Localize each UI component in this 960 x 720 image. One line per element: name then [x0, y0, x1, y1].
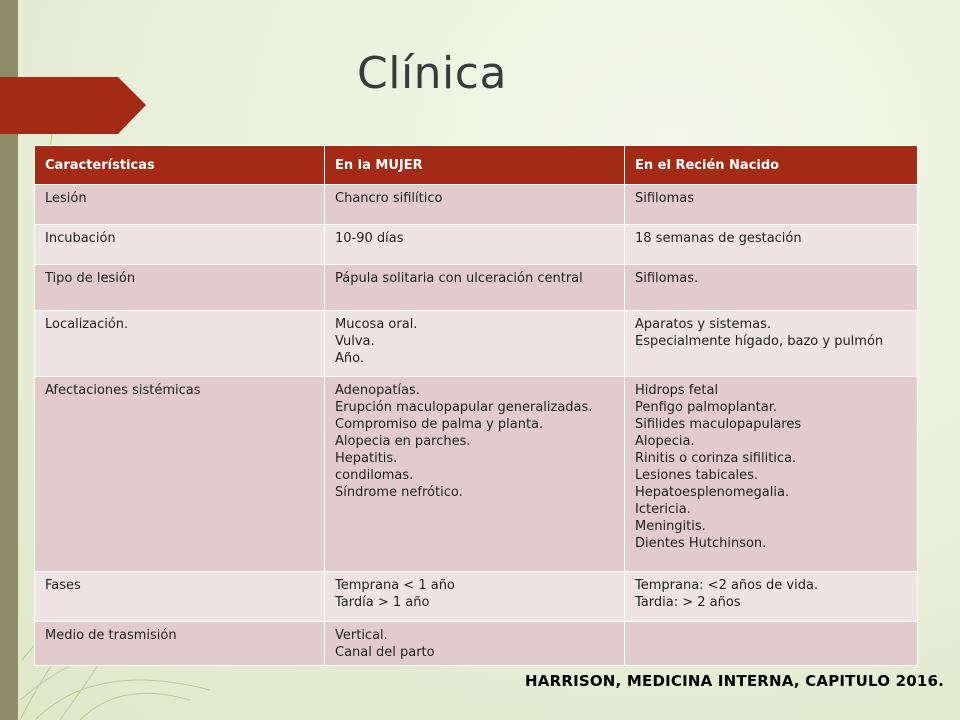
cell-mujer: Temprana < 1 año Tardía > 1 año	[325, 572, 625, 622]
cell-feature: Fases	[35, 572, 325, 622]
clinical-table-container	[34, 145, 917, 666]
cell-mujer: Vertical. Canal del parto	[325, 622, 625, 666]
cell-mujer: 10-90 días	[325, 225, 625, 265]
header-recien-nacido: En el Recién Nacido	[625, 146, 918, 185]
cell-recien-nacido	[625, 622, 918, 666]
source-citation: HARRISON, MEDICINA INTERNA, CAPITULO 2016.	[525, 672, 945, 690]
table-row	[35, 311, 918, 377]
clinical-table	[34, 145, 918, 666]
header-mujer: En la MUJER	[325, 146, 625, 185]
header-caracteristicas: Características	[35, 146, 325, 185]
table-row	[35, 377, 918, 572]
cell-recien-nacido: 18 semanas de gestación	[625, 225, 918, 265]
cell-feature: Localización.	[35, 311, 325, 377]
table-header-row	[35, 146, 918, 185]
cell-recien-nacido: Sifilomas.	[625, 265, 918, 311]
cell-mujer: Adenopatías. Erupción maculopapular generalizadas. Compromiso de palma y planta. Alopecia en parches. Hepatitis. condilomas. Síndrome nefrótico.	[325, 377, 625, 572]
table-row	[35, 265, 918, 311]
cell-recien-nacido: Hidrops fetal Penfigo palmoplantar. Sifilides maculopapulares Alopecia. Rinitis o corinza sifilitica. Lesiones tabicales. Hepatoesplenomegalia. Ictericia. Meningitis. Dientes Hutchinson.	[625, 377, 918, 572]
table-row	[35, 572, 918, 622]
table-row	[35, 225, 918, 265]
cell-mujer: Chancro sifilítico	[325, 185, 625, 225]
table-row	[35, 622, 918, 666]
cell-mujer: Mucosa oral. Vulva. Año.	[325, 311, 625, 377]
cell-feature: Tipo de lesión	[35, 265, 325, 311]
cell-recien-nacido: Sifilomas	[625, 185, 918, 225]
cell-feature: Afectaciones sistémicas	[35, 377, 325, 572]
cell-feature: Incubación	[35, 225, 325, 265]
cell-recien-nacido: Aparatos y sistemas. Especialmente hígado, bazo y pulmón	[625, 311, 918, 377]
title-ribbon	[0, 77, 146, 134]
table-row	[35, 185, 918, 225]
cell-mujer: Pápula solitaria con ulceración central	[325, 265, 625, 311]
cell-feature: Lesión	[35, 185, 325, 225]
slide-title: Clínica	[357, 48, 507, 99]
cell-recien-nacido: Temprana: <2 años de vida. Tardia: > 2 años	[625, 572, 918, 622]
cell-feature: Medio de trasmisión	[35, 622, 325, 666]
